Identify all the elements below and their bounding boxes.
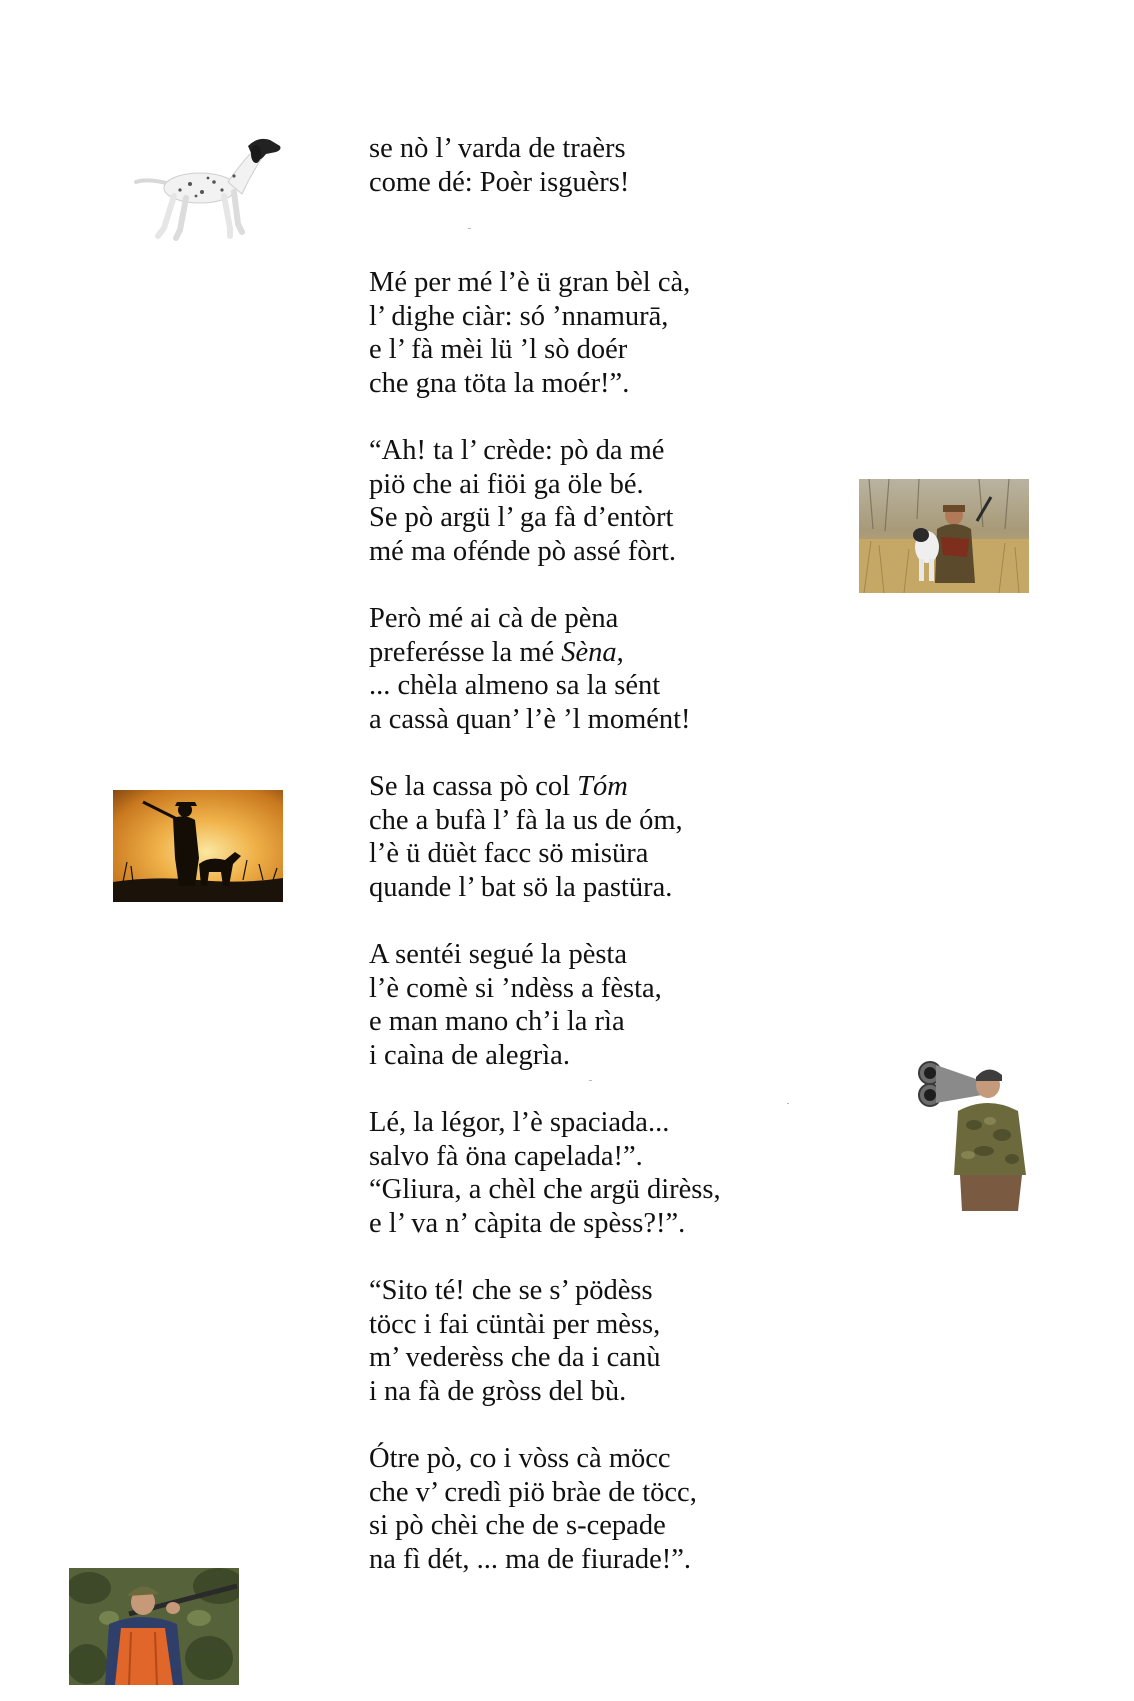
poem-line: i na fà de gròss del bù.: [369, 1375, 627, 1407]
poem-line: mé ma ofénde pò assé fòrt.: [369, 535, 677, 567]
poem-line: Ótre pò, co i vòss cà möcc: [369, 1442, 671, 1474]
poem-line-text: preferésse la mé: [369, 636, 562, 668]
poem-line: e l’ fà mèi lü ’l sò doér: [369, 334, 628, 366]
poem-line: l’ dighe ciàr: só ’nnamurā,: [369, 300, 669, 332]
poem-line: Lé, la légor, l’è spaciada...: [369, 1107, 670, 1139]
poem-line: “Sito té! che se s’ pödèss: [369, 1275, 653, 1306]
poem-line: se nò l’ varda de traèrs: [369, 133, 626, 164]
poem-line: che a bufà l’ fà la us de óm,: [369, 804, 683, 836]
hunter-silhouette-sunset-photo: [113, 790, 283, 902]
poem-line: piö che ai fiöi ga öle bé.: [369, 468, 644, 500]
poem-line-text: ,: [616, 636, 624, 668]
poem-line: [369, 636, 829, 670]
poem-line: m’ vederèss che da i canù: [369, 1342, 661, 1374]
poem-line: salvo fà öna capelada!”.: [369, 1140, 643, 1172]
pointer-dog-icon: [130, 132, 290, 250]
poem-line: “Gliura, a chèl che argü dirèss,: [369, 1174, 721, 1206]
poem-line: A sentéi segué la pèsta: [369, 939, 628, 971]
poem-line: Però mé ai cà de pèna: [369, 603, 619, 635]
stanza: [369, 434, 829, 568]
stanza: [369, 266, 829, 400]
poem-line: e man mano ch’i la rìa: [369, 1006, 625, 1038]
poem-line: töcc i fai cüntài per mèss,: [369, 1308, 661, 1340]
poem-line: [369, 770, 829, 804]
stanza: [369, 1274, 829, 1408]
stanza: [369, 602, 829, 736]
poem-line: come dé: Poèr isguèrs!: [369, 166, 630, 198]
stanza: [369, 770, 829, 904]
poem-line: quande l’ bat sö la pastüra.: [369, 871, 673, 903]
poem-line: che v’ credì piö bràe de töcc,: [369, 1476, 697, 1508]
poem-line: “Ah! ta l’ crède: pò da mé: [369, 435, 665, 467]
dog-name-sena: Sèna: [561, 636, 617, 668]
poem-line: Mé per mé l’è ü gran bèl cà,: [369, 267, 691, 299]
poem-line: Se pò argü l’ ga fà d’entòrt: [369, 502, 674, 534]
hunter-aiming-shotgun-photo: [918, 1055, 1030, 1211]
poem-line: e l’ va n’ càpita de spèss?!”.: [369, 1207, 686, 1239]
stanza: [369, 938, 829, 1072]
poem-line: l’è ü düèt facc sö misüra: [369, 838, 649, 870]
poem-line: a cassà quan’ l’è ’l momént!: [369, 703, 691, 735]
poem: [369, 132, 829, 1576]
poem-line: na fì dét, ... ma de fiurade!”.: [369, 1543, 692, 1575]
stanza: [369, 1106, 829, 1240]
hunter-orange-vest-photo: [69, 1568, 239, 1685]
poem-line-text: Se la cassa pò col: [369, 771, 578, 803]
poem-line: i caìna de alegrìa.: [369, 1039, 570, 1071]
poem-line: che gna töta la moér!”.: [369, 367, 630, 399]
poem-line: ... chèla almeno sa la sént: [369, 670, 661, 702]
hunter-with-dog-photo: [859, 479, 1029, 593]
stanza: [369, 1442, 829, 1576]
dog-name-tom: Tóm: [577, 771, 628, 803]
poem-line: si pò chèi che de s-cepade: [369, 1510, 666, 1542]
stanza: [369, 132, 829, 199]
poem-line: l’è comè si ’ndèss a fèsta,: [369, 972, 662, 1004]
